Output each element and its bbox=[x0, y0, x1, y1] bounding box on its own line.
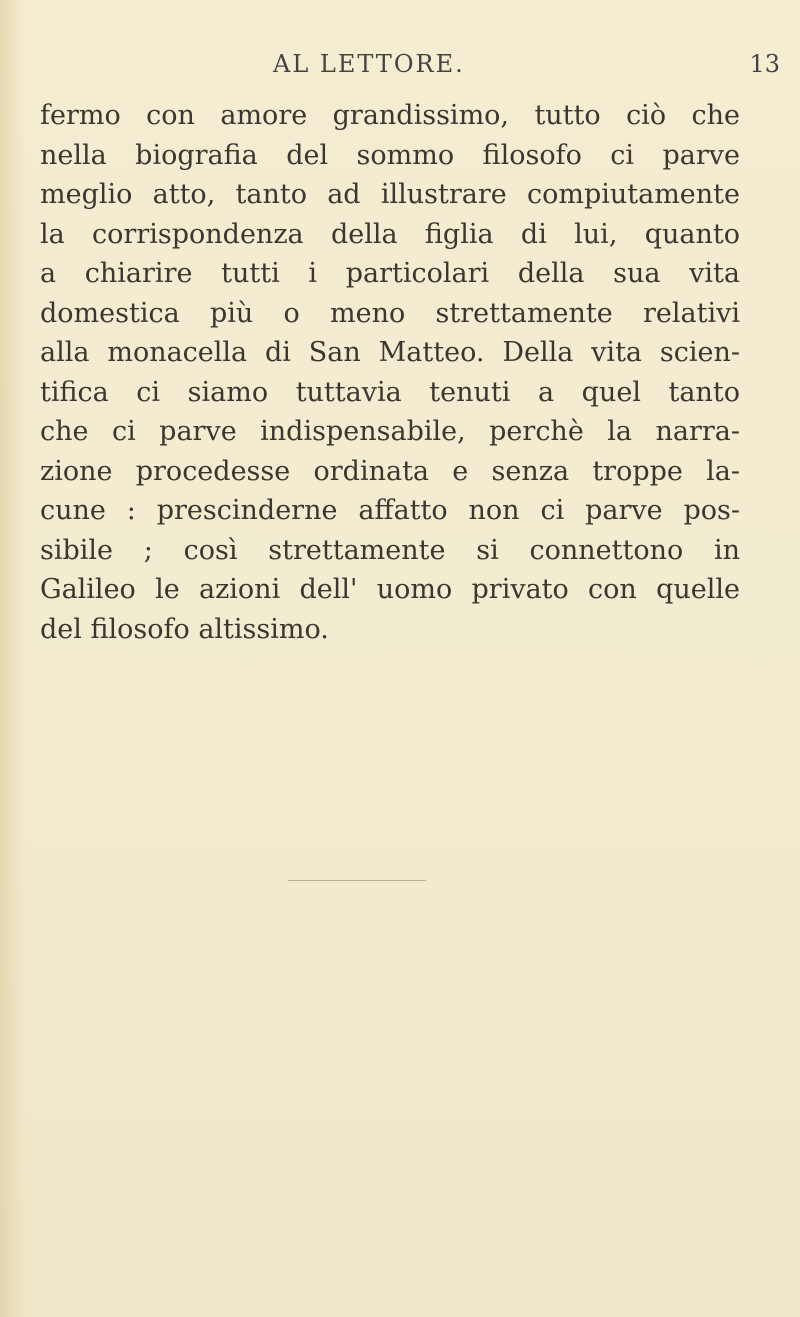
page-number: 13 bbox=[749, 50, 780, 78]
text-line: fermo con amore grandissimo, tutto ciò che bbox=[40, 100, 740, 131]
text-line: tifica ci siamo tuttavia tenuti a quel tanto bbox=[40, 376, 740, 408]
text-line: nella biografia del sommo filosofo ci parve bbox=[40, 139, 740, 171]
running-head bbox=[40, 50, 780, 86]
section-divider bbox=[288, 880, 426, 881]
text-line: a chiarire tutti i particolari della sua vita bbox=[40, 258, 740, 289]
text-line: che ci parve indispensabile, perchè la narra- bbox=[40, 416, 740, 447]
text-line: cune : prescinderne affatto non ci parve pos- bbox=[40, 495, 740, 526]
text-line: meglio atto, tanto ad illustrare compiutamente bbox=[40, 179, 740, 210]
text-line: sibile ; così strettamente si connettono in bbox=[40, 534, 740, 566]
text-line: Galileo le azioni dell' uomo privato con quelle bbox=[40, 574, 740, 605]
text-line: zione procedesse ordinata e senza troppe la- bbox=[40, 455, 740, 487]
text-line: del filosofo altissimo. bbox=[40, 613, 329, 645]
body-text bbox=[40, 96, 740, 649]
text-line: alla monacella di San Matteo. Della vita scien- bbox=[40, 337, 740, 368]
text-line: domestica più o meno strettamente relativi bbox=[40, 297, 740, 329]
text-line: la corrispondenza della figlia di lui, quanto bbox=[40, 218, 740, 250]
running-title: AL LETTORE. bbox=[273, 50, 465, 78]
